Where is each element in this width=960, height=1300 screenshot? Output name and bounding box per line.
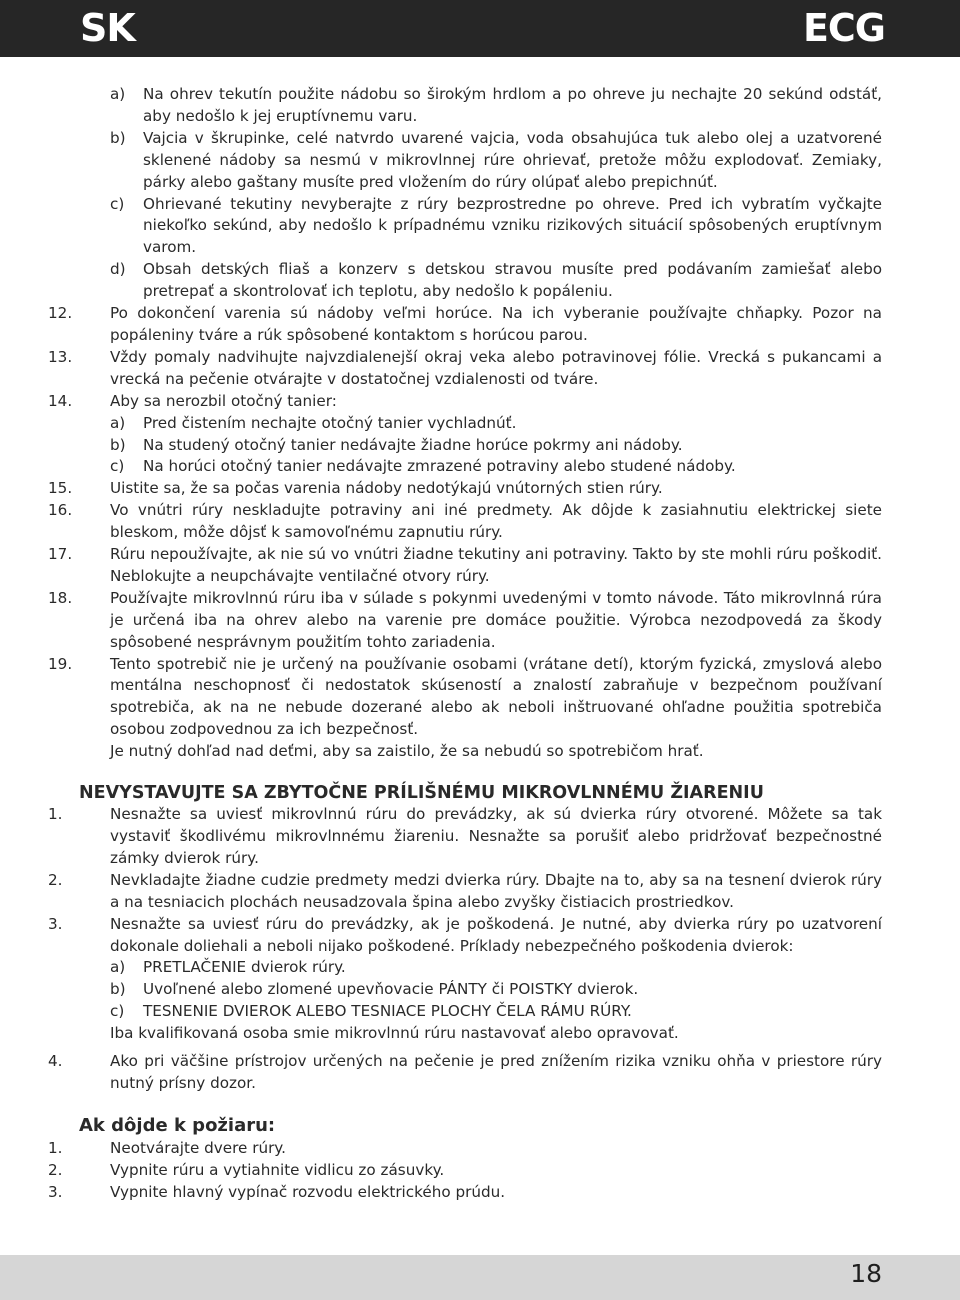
item-text: Vždy pomaly nadvihujte najvzdialenejší okraj veka alebo potravinovej fólie. Vrecká s pukancami a vrecká na pečenie otvárajte v dostatočnej vzdialenosti od tváre.	[110, 347, 882, 388]
list-item-3	[48, 914, 882, 1045]
list-item-17	[48, 544, 882, 588]
item-label: c)	[110, 194, 125, 213]
item-label: a)	[110, 413, 126, 432]
item-text: Nesnažte sa uviesť mikrovlnnú rúru do prevádzky, ak sú dvierka rúry otvorené. Môžete sa tak vystaviť škodlivému mikrovlnnému žiareniu. Nesnažte sa porušiť alebo pridržovať bezpečnostné zámky dvierok rúry.	[110, 805, 882, 867]
list-item-2	[48, 870, 882, 914]
item-label: b)	[110, 980, 126, 999]
list-item	[110, 957, 882, 979]
item-text: Na horúci otočný tanier nedávajte zmrazené potraviny alebo studené nádoby.	[143, 457, 736, 476]
list-item	[110, 259, 882, 303]
item-text: Vypnite rúru a vytiahnite vidlicu zo zásuvky.	[110, 1160, 445, 1179]
list-item	[110, 435, 882, 457]
item-note: Iba kvalifikovaná osoba smie mikrovlnnú rúru nastavovať alebo opravovať.	[110, 1024, 679, 1043]
item-number: 17.	[48, 545, 73, 564]
item-label: c)	[110, 1002, 125, 1021]
item-label: c)	[110, 457, 125, 476]
item-number: 12.	[48, 304, 73, 323]
list-item	[110, 1001, 882, 1023]
item-number: 13.	[48, 347, 73, 366]
item-text: Rúru nepoužívajte, ak nie sú vo vnútri žiadne tekutiny ani potraviny. Takto by ste mohli rúru poškodiť. Neblokujte a neupchávajte ventilačné otvory rúry.	[110, 545, 882, 585]
language-code: SK	[80, 6, 135, 50]
item-label: b)	[110, 128, 126, 147]
list-item	[110, 413, 882, 435]
item-number: 16.	[48, 501, 73, 520]
item-text: Ako pri väčšine prístrojov určených na pečenie je pred znížením rizika vzniku ohňa v priestore rúry nutný prísny dozor.	[110, 1052, 882, 1092]
continued-list	[79, 84, 882, 303]
item-text: Tento spotrebič nie je určený na používanie osobami (vrátane detí), ktorým fyzická, zmyslová alebo mentálna neschopnosť či nedostatok skúseností a znalostí zabraňuje v bezpečnom používaní spotrebiča, ak na ne nebude dozerané alebo ak neboli inštruované ohľadne použitia spotrebiča osobou zodpovednou za ich bezpečnosť.	[110, 654, 882, 739]
item-note: Je nutný dohľad nad deťmi, aby sa zaistilo, že sa nebudú so spotrebičom hrať.	[110, 742, 704, 761]
item-text: Vypnite hlavný vypínač rozvodu elektrického prúdu.	[110, 1182, 506, 1201]
item-text: Ohrievané tekutiny nevyberajte z rúry bezprostredne po ohreve. Pred ich vybratím vyčkajte niekoľko sekúnd, aby nedošlo k prípadnému vzniku rizikových situácií spôsobených eruptívnym varom.	[143, 194, 882, 257]
item-text: Vo vnútri rúry neskladujte potraviny ani iné predmety. Ak dôjde k zasiahnutiu elektrickej siete bleskom, môže dôjsť k samovoľnému zapnutiu rúry.	[110, 501, 882, 542]
item-text: Nesnažte sa uviesť rúru do prevádzky, ak je poškodená. Je nutné, aby dvierka rúry po uzatvorení dokonale doliehali a neboli nijako poškodené. Príklady nebezpečného poškodenia dvierok:	[110, 914, 882, 955]
item-text: Používajte mikrovlnnú rúru iba v súlade s pokynmi uvedenými v tomto návode. Táto mikrovlnná rúra je určená iba na ohrev alebo na varenie pre domáce použitie. Výrobca nezodpovedá za škody spôsobené nesprávnym použitím tohto zariadenia.	[110, 588, 882, 651]
list-item-15	[48, 478, 882, 500]
item-text: Po dokončení varenia sú nádoby veľmi horúce. Na ich vyberanie používajte chňapky. Pozor na popáleniny tváre a rúk spôsobené kontaktom s horúcou parou.	[110, 304, 882, 344]
item-number: 2.	[48, 1160, 63, 1179]
item-text: Na studený otočný tanier nedávajte žiadne horúce pokrmy ani nádoby.	[143, 435, 683, 454]
item-text: Pred čistením nechajte otočný tanier vychladnúť.	[143, 413, 517, 432]
list-item-1	[48, 1138, 882, 1160]
list-item-18	[48, 588, 882, 654]
page-number: 18	[850, 1259, 882, 1288]
item-label: b)	[110, 435, 126, 454]
item-text: PRETLAČENIE dvierok rúry.	[143, 958, 346, 977]
list-item-13	[48, 347, 882, 391]
item-text: Nevkladajte žiadne cudzie predmety medzi dvierka rúry. Dbajte na to, aby sa na tesnení dvierok rúry a na tesniacich plochách neusadzovala špina alebo zvyšky čistiacich prostriedkov.	[110, 870, 882, 911]
item-label: a)	[110, 85, 126, 103]
item-number: 1.	[48, 805, 63, 824]
item-text: TESNENIE DVIEROK ALEBO TESNIACE PLOCHY ČELA RÁMU RÚRY.	[143, 1002, 632, 1021]
list-item-2	[48, 1160, 882, 1182]
list-item-14	[48, 391, 882, 479]
list-item-3	[48, 1182, 882, 1204]
list-item	[110, 194, 882, 260]
item-number: 18.	[48, 588, 73, 607]
section-heading-radiation: NEVYSTAVUJTE SA ZBYTOČNE PRÍLIŠNÉMU MIKROVLNNÉMU ŽIARENIU	[79, 783, 764, 804]
item-number: 3.	[48, 1182, 63, 1201]
item-text: Neotvárajte dvere rúry.	[110, 1138, 286, 1157]
item-number: 3.	[48, 914, 63, 933]
item-text: Aby sa nerozbil otočný tanier:	[110, 391, 337, 410]
section-heading-fire: Ak dôjde k požiaru:	[79, 1114, 276, 1136]
item-number: 15.	[48, 479, 73, 498]
document-body	[48, 84, 882, 1204]
list-item	[110, 128, 882, 194]
item-label: a)	[110, 958, 126, 977]
item-text: Obsah detských fliaš a konzerv s detskou stravou musíte pred podávaním zamiešať alebo pretrepať a skontrolovať ich teplotu, aby nedošlo k popáleniu.	[143, 260, 882, 301]
page-footer	[0, 1255, 960, 1300]
list-item-1	[48, 804, 882, 870]
item-number: 14.	[48, 391, 73, 410]
list-item-16	[48, 500, 882, 544]
page-header	[0, 0, 960, 57]
item-number: 4.	[48, 1052, 63, 1071]
item-text: Vajcia v škrupinke, celé natvrdo uvarené vajcia, voda obsahujúca tuk alebo olej a uzatvorené sklenené nádoby sa nesmú v mikrovlnnej rúre ohrievať, pretože môžu explodovať. Zemiaky, párky alebo gaštany musíte pred vložením do rúry olúpať alebo prepichnúť.	[143, 128, 882, 191]
list-item	[110, 456, 882, 478]
item-text: Uistite sa, že sa počas varenia nádoby nedotýkajú vnútorných stien rúry.	[110, 479, 663, 498]
list-item-19	[48, 654, 882, 764]
item-number: 2.	[48, 870, 63, 889]
list-item-12	[48, 303, 882, 347]
item-number: 1.	[48, 1138, 63, 1157]
brand-logo: ECG	[802, 6, 885, 50]
item-number: 19.	[48, 654, 73, 673]
item-text: Uvoľnené alebo zlomené upevňovacie PÁNTY či POISTKY dvierok.	[143, 980, 639, 999]
list-item	[110, 979, 882, 1001]
item-text: Na ohrev tekutín použite nádobu so širokým hrdlom a po ohreve ju nechajte 20 sekúnd odstáť, aby nedošlo k jej eruptívnemu varu.	[143, 85, 882, 125]
list-item-4	[48, 1051, 882, 1095]
item-label: d)	[110, 260, 126, 279]
list-item	[110, 84, 882, 128]
